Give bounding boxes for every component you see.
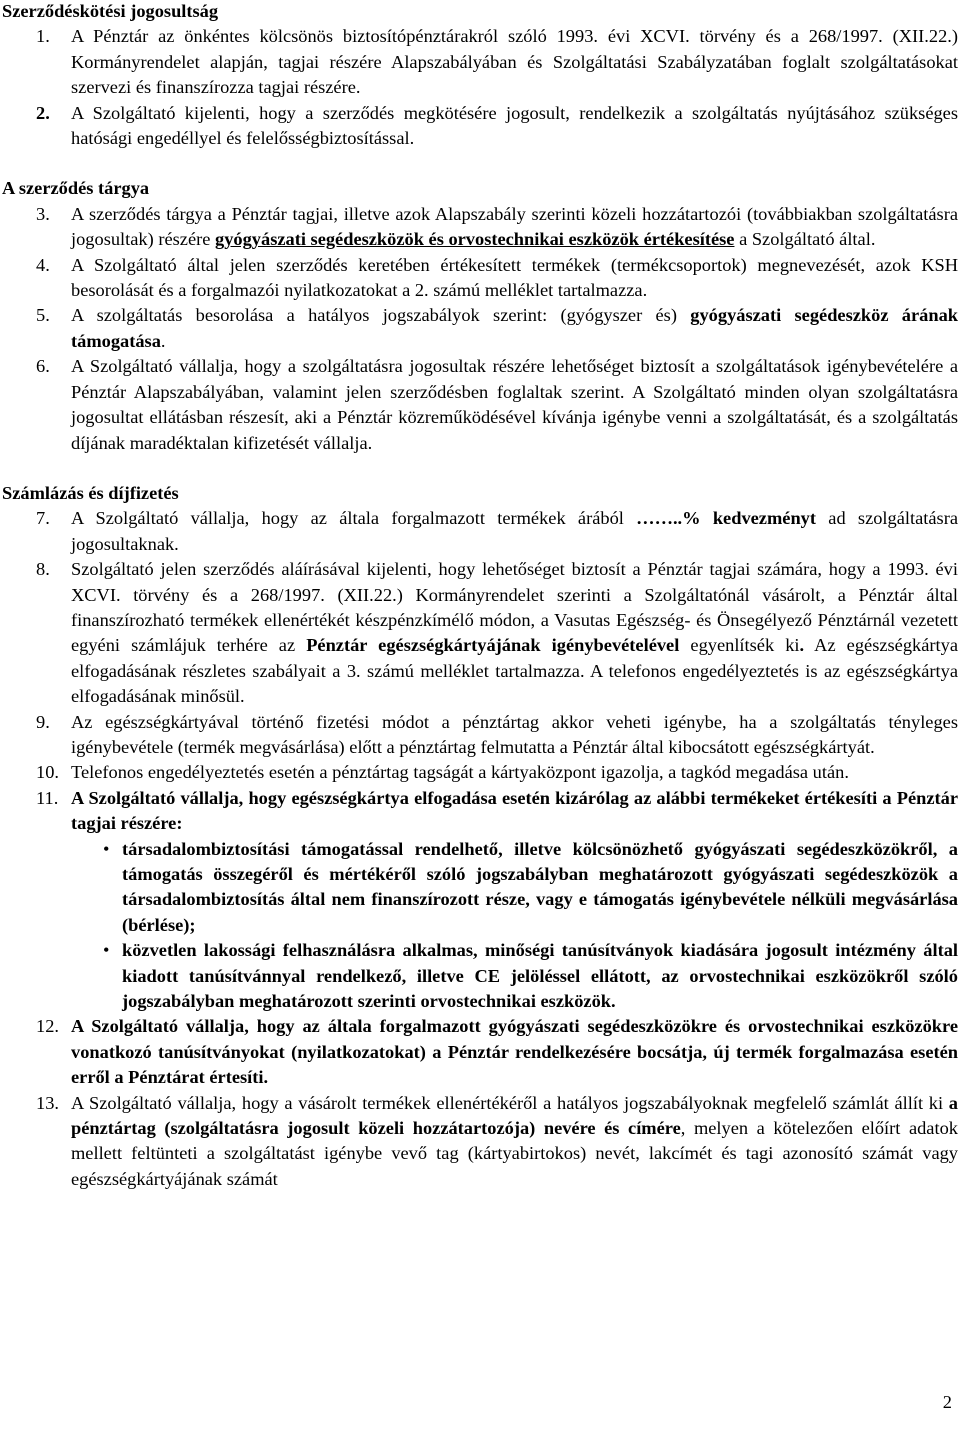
clause-text: A Szolgáltató kijelenti, hogy a szerződés megkötésére jogosult, rendelkezik a szolgáltatás nyújtásához szükséges hatósági engedéllyel és felelősségbiztosítással. (71, 102, 958, 149)
clause-7 (0, 506, 958, 557)
clause-emphasis: Pénztár egészségkártyájának igénybevételével (306, 635, 680, 656)
section-heading-targy: A szerződés tárgya (2, 178, 150, 199)
clause-text: Szolgáltató jelen szerződés aláírásával kijelenti, hogy lehetőséget biztosít a Pénztár tagjai számára, hogy a 1993. évi XCVI. törvény és a 268/1997. (XII.22.) Kormányrendelet szerinti a Szolgáltatónál vásárolt, a Pénztár által finanszírozható termékek ellenértékét készpénzkímélő módon, a Vasutas Egészség- és Önsegélyező Pénztárnál vezetett egyéni számlájuk terhére az (71, 559, 958, 656)
clause-text: A Szolgáltató vállalja, hogy a vásárolt termékek ellenértékéről a hatályos jogszabályoknak megfelelő számlát állít ki (71, 1092, 949, 1113)
clause-text: egyenlítsék ki (679, 635, 800, 656)
spacer (0, 151, 958, 176)
clause-number: 3. (36, 203, 50, 224)
clause-number: 8. (36, 559, 50, 580)
bullet-icon: • (103, 838, 110, 859)
product-list (0, 837, 958, 1015)
clause-number: 4. (36, 254, 50, 275)
clause-text: Telefonos engedélyeztetés esetén a pénztártag tagságát a kártyaközpont igazolja, a tagkód megadása után. (71, 762, 849, 783)
clause-text: A szerződés tárgya a Pénztár tagjai, illetve azok Alapszabály szerinti közeli hozzátartozói (továbbiakban szolgáltatásra jogosultak) részére (71, 203, 958, 250)
clause-number: 6. (36, 356, 50, 377)
clause-text: ad szolgáltatásra jogosultaknak. (71, 508, 958, 554)
clause-4 (0, 253, 958, 304)
clause-text: Az egészségkártyával történő fizetési módot a pénztártag akkor veheti igénybe, ha a szolgáltatás tényleges igénybevétele (termék megvásárlása) előtt a pénztártag felmutatta a Pénztár által kibocsátott egészségkártyát. (71, 711, 958, 757)
clause-11 (0, 786, 958, 837)
page-number: 2 (942, 1392, 952, 1412)
clause-text: . (799, 635, 805, 656)
clause-text: A Szolgáltató vállalja, hogy az általa forgalmazott termékek árából (71, 508, 637, 529)
clause-emphasis: a pénztártag (szolgáltatásra jogosult közeli hozzátartozója) nevére és címére (71, 1092, 958, 1139)
clause-5 (0, 303, 958, 354)
list-item-text: közvetlen lakossági felhasználásra alkalmas, minőségi tanúsítványok kiadására jogosult intézmény által kiadott tanúsítvánnyal rendelkező, illetve CE jelöléssel ellátott, az orvostechnikai eszközökről szóló jogszabályban meghatározott szerinti orvostechnikai eszközök. (122, 940, 958, 1012)
clause-12 (0, 1014, 958, 1090)
clause-10 (0, 760, 958, 785)
clause-text: , melyen a kötelezően előírt adatok mellett feltünteti a szolgáltatást igénybe vevő tag (kártyabirtokos) nevét, lakcímét és tagi azonosító számát vagy egészségkártyájának számát (71, 1118, 958, 1189)
clause-number: 11. (36, 787, 59, 808)
clause-text: A szolgáltatás besorolása a hatályos jogszabályok szerint: (gyógyszer és) (71, 305, 691, 326)
clause-text: A Szolgáltató vállalja, hogy az általa forgalmazott gyógyászati segédeszközökre és orvostechnikai eszközökre vonatkozó tanúsítványokat (nyilatkozatokat) a Pénztár rendelkezésére bocsátja, új termék forgalmazása esetén erről a Pénztárat értesíti. (71, 1016, 958, 1088)
clause-text: A Pénztár az önkéntes kölcsönös biztosítópénztárakról szóló 1993. évi XCVI. törvény és a 268/1997. (XII.22.) Kormányrendelet alapján, tagjai részére Alapszabályában és Szolgáltatási Szabályzatában foglalt szolgáltatásokat szervezi és finanszírozza tagjai részére. (71, 26, 958, 98)
clause-number: 1. (36, 26, 50, 47)
spacer (0, 456, 958, 481)
clause-number: 2. (36, 102, 50, 123)
clause-13 (0, 1091, 958, 1193)
list-item-text: társadalombiztosítási támogatással rendelhető, illetve kölcsönözhető gyógyászati segédeszközökről, a támogatás összegéről és mértékéről szóló jogszabályban meghatározott gyógyászati segédeszközök a társadalombiztosítás által nem finanszírozott része, vagy e támogatás igénybevétele nélküli megvásárlása (bérlése); (122, 838, 958, 935)
list-item (0, 938, 958, 1014)
clause-number: 12. (36, 1016, 59, 1037)
clause-number: 9. (36, 711, 50, 732)
clause-text: A Szolgáltató vállalja, hogy a szolgáltatásra jogosultak részére lehetőséget biztosít a szolgáltatások igénybevételére a Pénztár Alapszabályában, valamint jelen szerződésben foglaltak szerint. A Szolgáltató minden olyan szolgáltatásra jogosultat ellátásban részesít, aki a Pénztár közreműködésével kívánja igénybe venni a szolgáltatását, és a szolgáltatás díjának maradéktalan kifizetését vállalja. (71, 356, 958, 453)
clause-number: 5. (36, 305, 50, 326)
clause-emphasis: gyógyászati segédeszköz árának támogatása (71, 305, 959, 351)
list-item (0, 837, 958, 939)
clause-emphasis: gyógyászati segédeszközök és orvostechnikai eszközök értékesítése (215, 229, 735, 250)
clause-text: a Szolgáltató által. (734, 229, 876, 250)
section-heading-szamlazas: Számlázás és díjfizetés (2, 482, 179, 503)
clause-3 (0, 202, 958, 253)
clause-8 (0, 557, 958, 709)
discount-blank: ……..% kedvezményt (636, 508, 816, 529)
clause-number: 7. (36, 508, 50, 529)
clause-text: Az egészségkártya elfogadásának részletes szabályait a 3. számú melléklet tartalmazza. A telefonos engedélyeztetés is az egészségkártya elfogadásának minősül. (71, 635, 958, 707)
clause-6 (0, 354, 958, 456)
clause-number: 13. (36, 1092, 59, 1113)
clause-2 (0, 101, 958, 152)
clause-text: . (160, 330, 166, 351)
clause-1 (0, 24, 958, 100)
clause-text: A Szolgáltató vállalja, hogy egészségkártya elfogadása esetén kizárólag az alábbi termékeket értékesíti a Pénztár tagjai részére: (71, 787, 958, 834)
clause-9 (0, 710, 958, 761)
section-heading-jogosultsag: Szerződéskötési jogosultság (2, 1, 219, 21)
clause-number: 10. (36, 762, 59, 783)
clause-text: A Szolgáltató által jelen szerződés keretében értékesített termékek (termékcsoportok) megnevezését, azok KSH besorolását és a forgalmazói nyilatkozatokat a 2. számú melléklet tartalmazza. (71, 254, 958, 301)
bullet-icon: • (103, 940, 110, 961)
